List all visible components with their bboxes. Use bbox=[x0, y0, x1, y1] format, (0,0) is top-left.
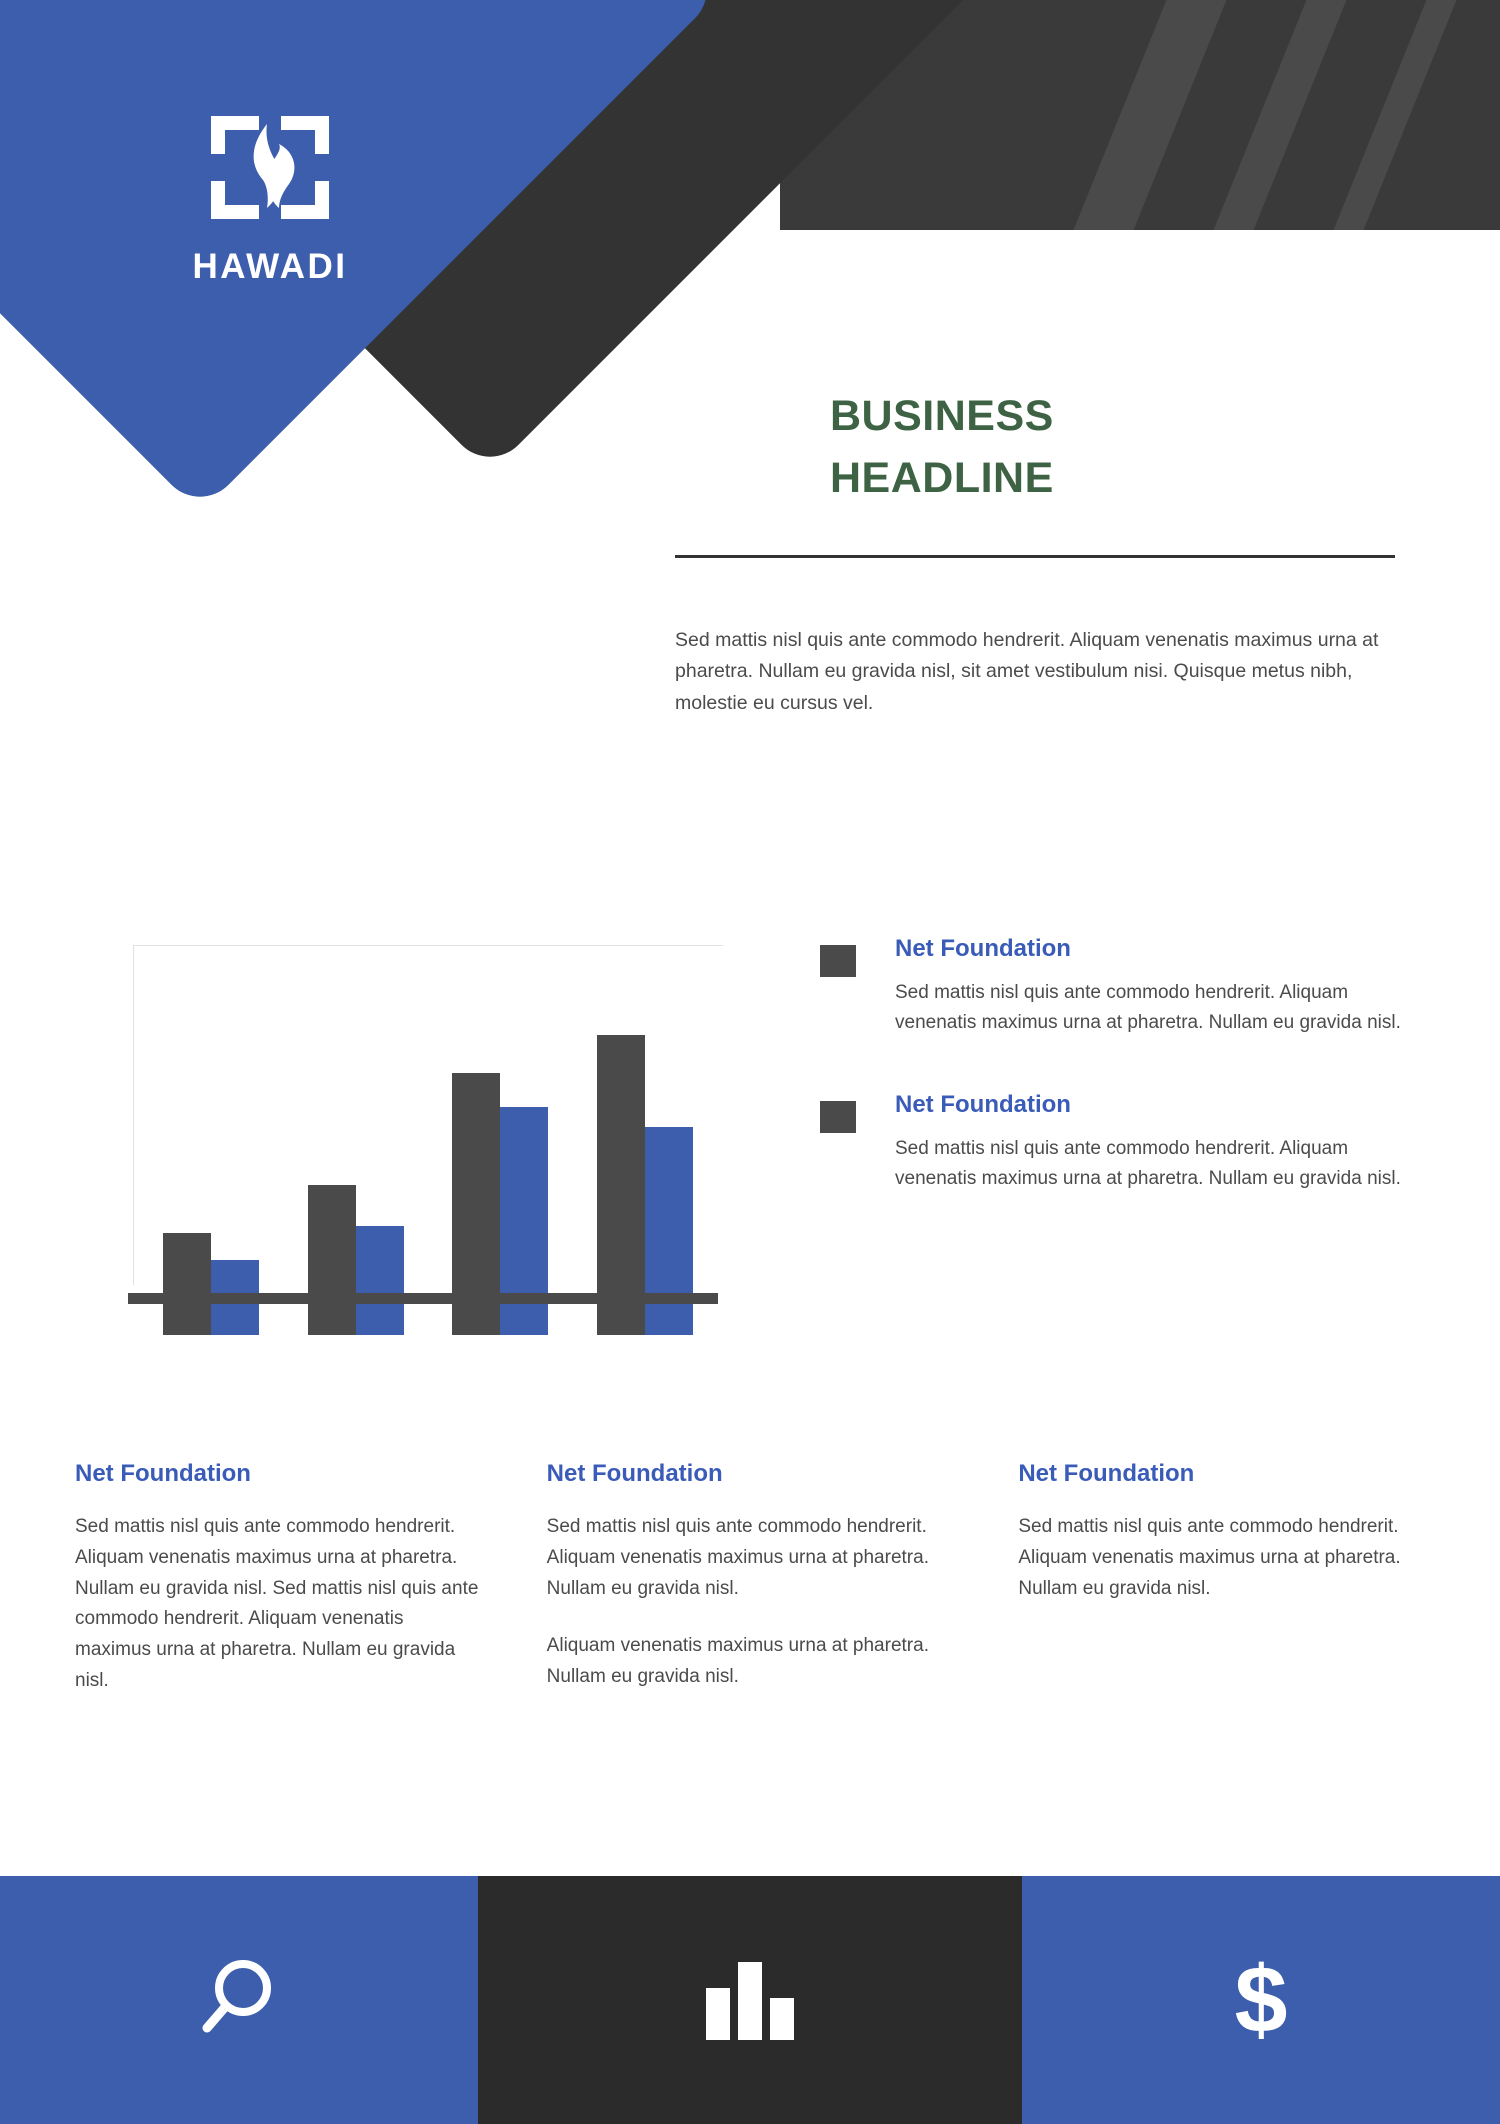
footer-cell-chart[interactable] bbox=[478, 1876, 1022, 2124]
footer-cell-search[interactable] bbox=[0, 1876, 478, 2124]
brand-logo bbox=[170, 110, 370, 287]
legend-title: Net Foundation bbox=[895, 1090, 1071, 1118]
legend-item bbox=[820, 1091, 1420, 1195]
leaf-square-logo-icon bbox=[205, 110, 335, 225]
content-column bbox=[547, 1460, 954, 1697]
bar-series-1 bbox=[308, 1185, 356, 1335]
headline-block bbox=[675, 385, 1390, 719]
headline-divider bbox=[675, 555, 1395, 558]
legend-text: Sed mattis nisl quis ante commodo hendrerit. Aliquam venenatis maximus urna at pharetra. Nullam eu gravida nisl. bbox=[895, 982, 1401, 1034]
column-paragraph: Sed mattis nisl quis ante commodo hendrerit. Aliquam venenatis maximus urna at pharetra. Nullam eu gravida nisl. bbox=[1018, 1516, 1401, 1599]
column-title: Net Foundation bbox=[546, 1460, 723, 1487]
column-paragraph: Aliquam venenatis maximus urna at pharetra. Nullam eu gravida nisl. bbox=[546, 1635, 929, 1688]
chart-bars bbox=[133, 995, 723, 1335]
bar-chart-icon bbox=[698, 1952, 803, 2049]
legend-title: Net Foundation bbox=[895, 935, 1071, 962]
column-title: Net Foundation bbox=[75, 1460, 251, 1487]
footer-cell-money[interactable] bbox=[1022, 1876, 1500, 2124]
bar-group bbox=[597, 1035, 693, 1335]
headline-body-text: Sed mattis nisl quis ante commodo hendrerit. Aliquam venenatis maximus urna at pharetra. Nullam eu gravida nisl, sit amet vestibulum nisi. Quisque metus nibh, molestie eu cursus vel. bbox=[675, 628, 1379, 714]
column-title: Net Foundation bbox=[1018, 1460, 1195, 1487]
bar-group bbox=[163, 1233, 259, 1335]
content-column bbox=[75, 1460, 482, 1697]
hero-section bbox=[0, 0, 1500, 760]
dollar-icon: $ bbox=[1234, 1946, 1288, 2053]
search-icon bbox=[193, 1952, 285, 2049]
headline-line-2: HEADLINE bbox=[830, 454, 1054, 503]
legend-item bbox=[820, 935, 1420, 1039]
bar-series-1 bbox=[597, 1035, 645, 1335]
bar-series-1 bbox=[163, 1233, 211, 1335]
chart-legend bbox=[820, 935, 1420, 1247]
brand-name: HAWADI bbox=[192, 247, 348, 286]
chart-baseline bbox=[128, 1293, 718, 1304]
content-columns bbox=[0, 1460, 1500, 1697]
footer-bar bbox=[0, 1876, 1500, 2124]
legend-text: Sed mattis nisl quis ante commodo hendrerit. Aliquam venenatis maximus urna at pharetra. Nullam eu gravida nisl. bbox=[895, 1137, 1401, 1190]
bar-series-2 bbox=[356, 1226, 404, 1335]
chart-section bbox=[0, 935, 1500, 1355]
bar-group bbox=[308, 1185, 404, 1335]
column-paragraph: Sed mattis nisl quis ante commodo hendrerit. Aliquam venenatis maximus urna at pharetra. Nullam eu gravida nisl. Sed mattis nisl quis ante commodo hendrerit. Aliquam venenatis maximus urna at pharetra. Nullam eu gravida nisl. bbox=[75, 1516, 479, 1691]
legend-swatch-icon bbox=[820, 945, 856, 977]
headline-line-1: BUSINESS bbox=[830, 392, 1054, 440]
column-paragraph: Sed mattis nisl quis ante commodo hendrerit. Aliquam venenatis maximus urna at pharetra. Nullam eu gravida nisl. bbox=[546, 1516, 929, 1599]
legend-swatch-icon bbox=[820, 1101, 856, 1133]
bar-chart bbox=[133, 945, 723, 1335]
content-column bbox=[1018, 1460, 1425, 1697]
